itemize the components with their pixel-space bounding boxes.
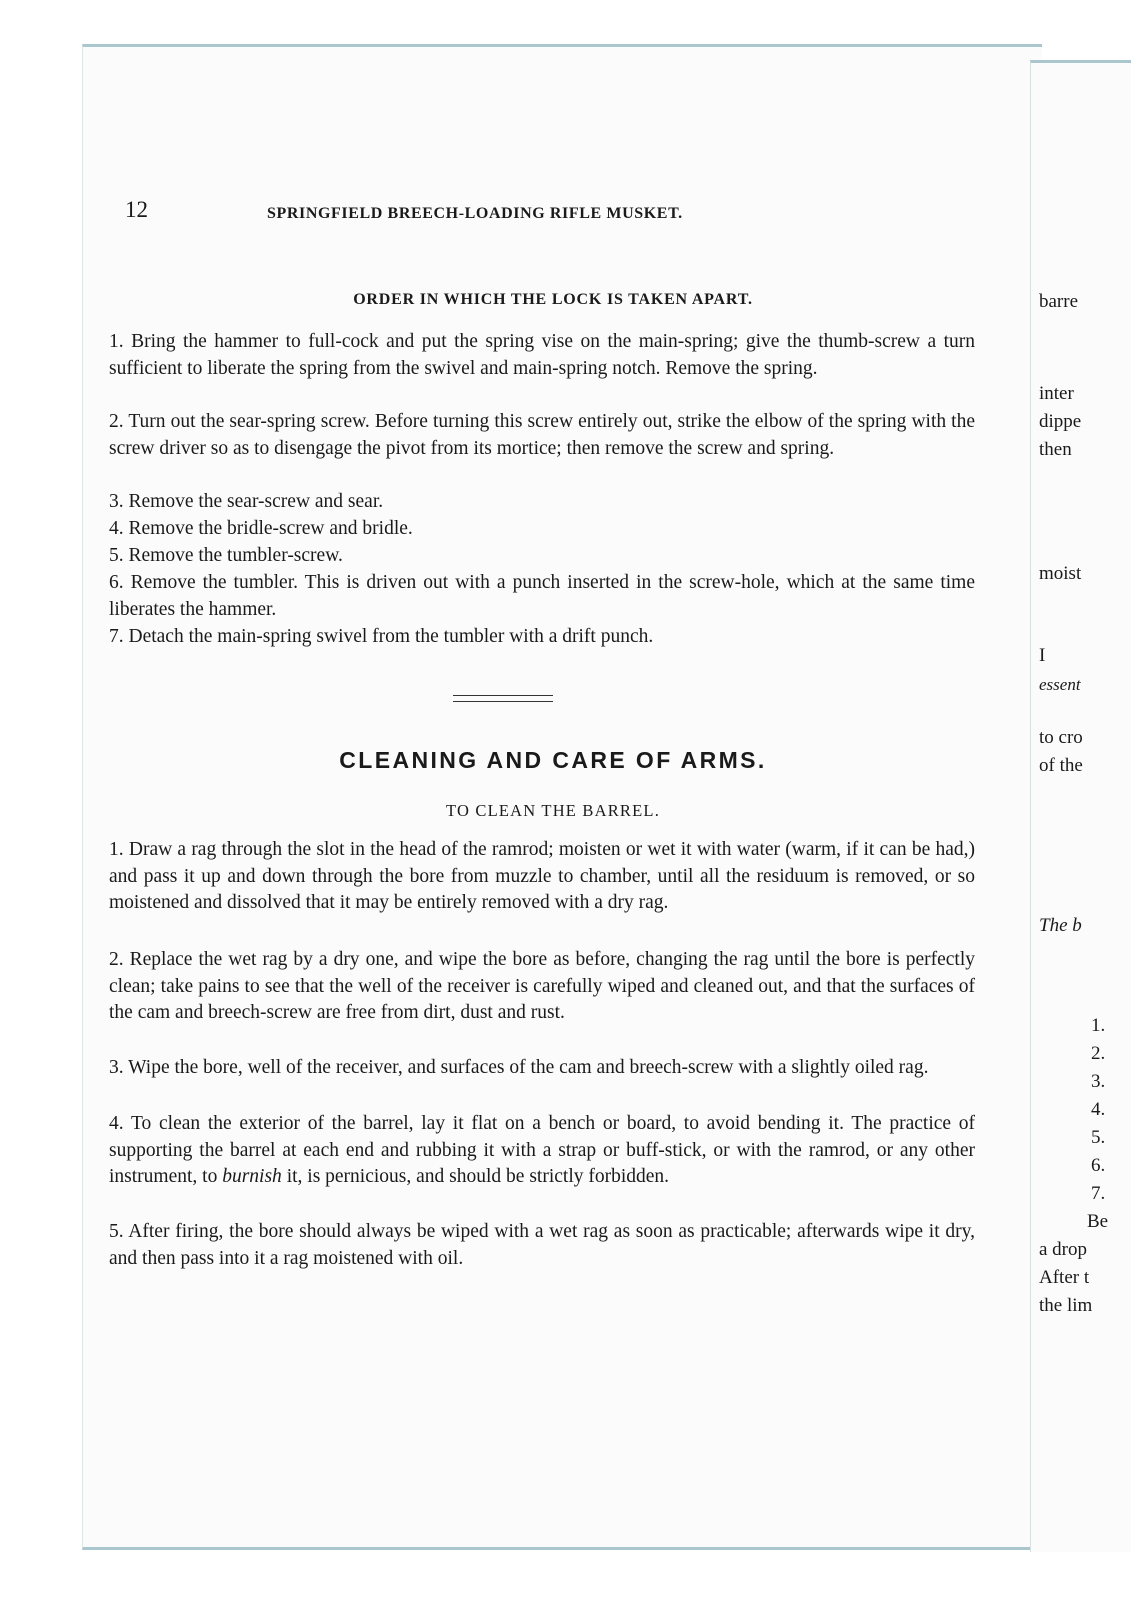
right-line: I [1039, 645, 1046, 666]
cleaning-step-5: 5. After firing, the bore should always be wiped with a wet rag as soon as practicable; afterwards wipe it dry, and then pass into it a rag moistened with oil. [109, 1221, 975, 1269]
cleaning-heading: CLEANING AND CARE OF ARMS. [339, 747, 767, 773]
cleaning-step-4-text: 4. To clean the exterior of the barrel, lay it flat on a bench or board, to avoid bending it. The practice of supporting the barrel at each end and rubbing it with a strap or buff-stick, or with the ramrod, or any other instrument, to [109, 1113, 975, 1187]
lock-step-4: 4. Remove the bridle-screw and bridle. [109, 518, 413, 539]
page-number: 12 [125, 197, 148, 222]
right-page-edge [1030, 60, 1131, 1552]
separator-rule-top [453, 695, 553, 696]
separator-rule-bottom [453, 701, 553, 702]
cleaning-step-3: 3. Wipe the bore, well of the receiver, and surfaces of the cam and breech-screw with a slightly oiled rag. [109, 1057, 929, 1078]
right-line: 4. [1091, 1099, 1106, 1120]
cleaning-step-4 [109, 1111, 975, 1191]
running-head: SPRINGFIELD BREECH-LOADING RIFLE MUSKET. [267, 205, 683, 222]
right-line: After t [1039, 1267, 1090, 1288]
left-page [82, 44, 1042, 1550]
cleaning-step-2: 2. Replace the wet rag by a dry one, and wipe the bore as before, changing the rag until the bore is perfectly clean; take pains to see that the well of the receiver is carefully wiped and cleaned out, and that the surfaces of the cam and breech-screw are free from dirt, dust and rust. [109, 949, 975, 1023]
lock-step-6: 6. Remove the tumbler. This is driven out with a punch inserted in the screw-hole, which at the same time liberates the hammer. [109, 572, 975, 620]
right-line: 2. [1091, 1043, 1106, 1064]
right-line: then [1039, 439, 1072, 460]
right-line: moist [1039, 563, 1082, 584]
right-line: essent [1039, 675, 1081, 694]
right-line: inter [1039, 383, 1074, 404]
right-line: 6. [1091, 1155, 1106, 1176]
page-header [125, 197, 1005, 237]
lock-step-1: 1. Bring the hammer to full-cock and put the spring vise on the main-spring; give the thumb-screw a turn sufficient to liberate the spring from the swivel and main-spring notch. Remove the spring. [109, 331, 975, 379]
right-line: 3. [1091, 1071, 1106, 1092]
right-line: a drop [1039, 1239, 1088, 1260]
right-line: 7. [1091, 1183, 1106, 1204]
right-line: 5. [1091, 1127, 1106, 1148]
right-line: of the [1039, 755, 1083, 776]
lock-step-2: 2. Turn out the sear-spring screw. Before turning this screw entirely out, strike the elbow of the spring with the screw driver so as to disengage the pivot from its mortice; then remove the screw and spring. [109, 411, 975, 459]
lock-step-3: 3. Remove the sear-screw and sear. [109, 491, 384, 512]
burnish-italic: burnish [222, 1166, 282, 1187]
right-line: dippe [1039, 411, 1082, 432]
lock-section-heading: ORDER IN WHICH THE LOCK IS TAKEN APART. [353, 291, 753, 308]
right-line: the lim [1039, 1295, 1093, 1316]
right-line: Be [1087, 1211, 1109, 1232]
barrel-subheading: TO CLEAN THE BARREL. [445, 801, 661, 820]
right-line: to cro [1039, 727, 1083, 748]
cleaning-step-4-end: it, is pernicious, and should be strictly forbidden. [281, 1166, 670, 1187]
cleaning-step-1: 1. Draw a rag through the slot in the head of the ramrod; moisten or wet it with water (warm, if it can be had,) and pass it up and down through the bore from muzzle to chamber, until all the residuum is removed, or so moistened and dissolved that it may be entirely removed with a dry rag. [109, 839, 975, 913]
lock-step-7: 7. Detach the main-spring swivel from the tumbler with a drift punch. [109, 626, 654, 647]
right-line: The b [1039, 915, 1082, 936]
right-line: barre [1039, 291, 1079, 312]
lock-step-5: 5. Remove the tumbler-screw. [109, 545, 343, 566]
right-line: 1. [1091, 1015, 1106, 1036]
